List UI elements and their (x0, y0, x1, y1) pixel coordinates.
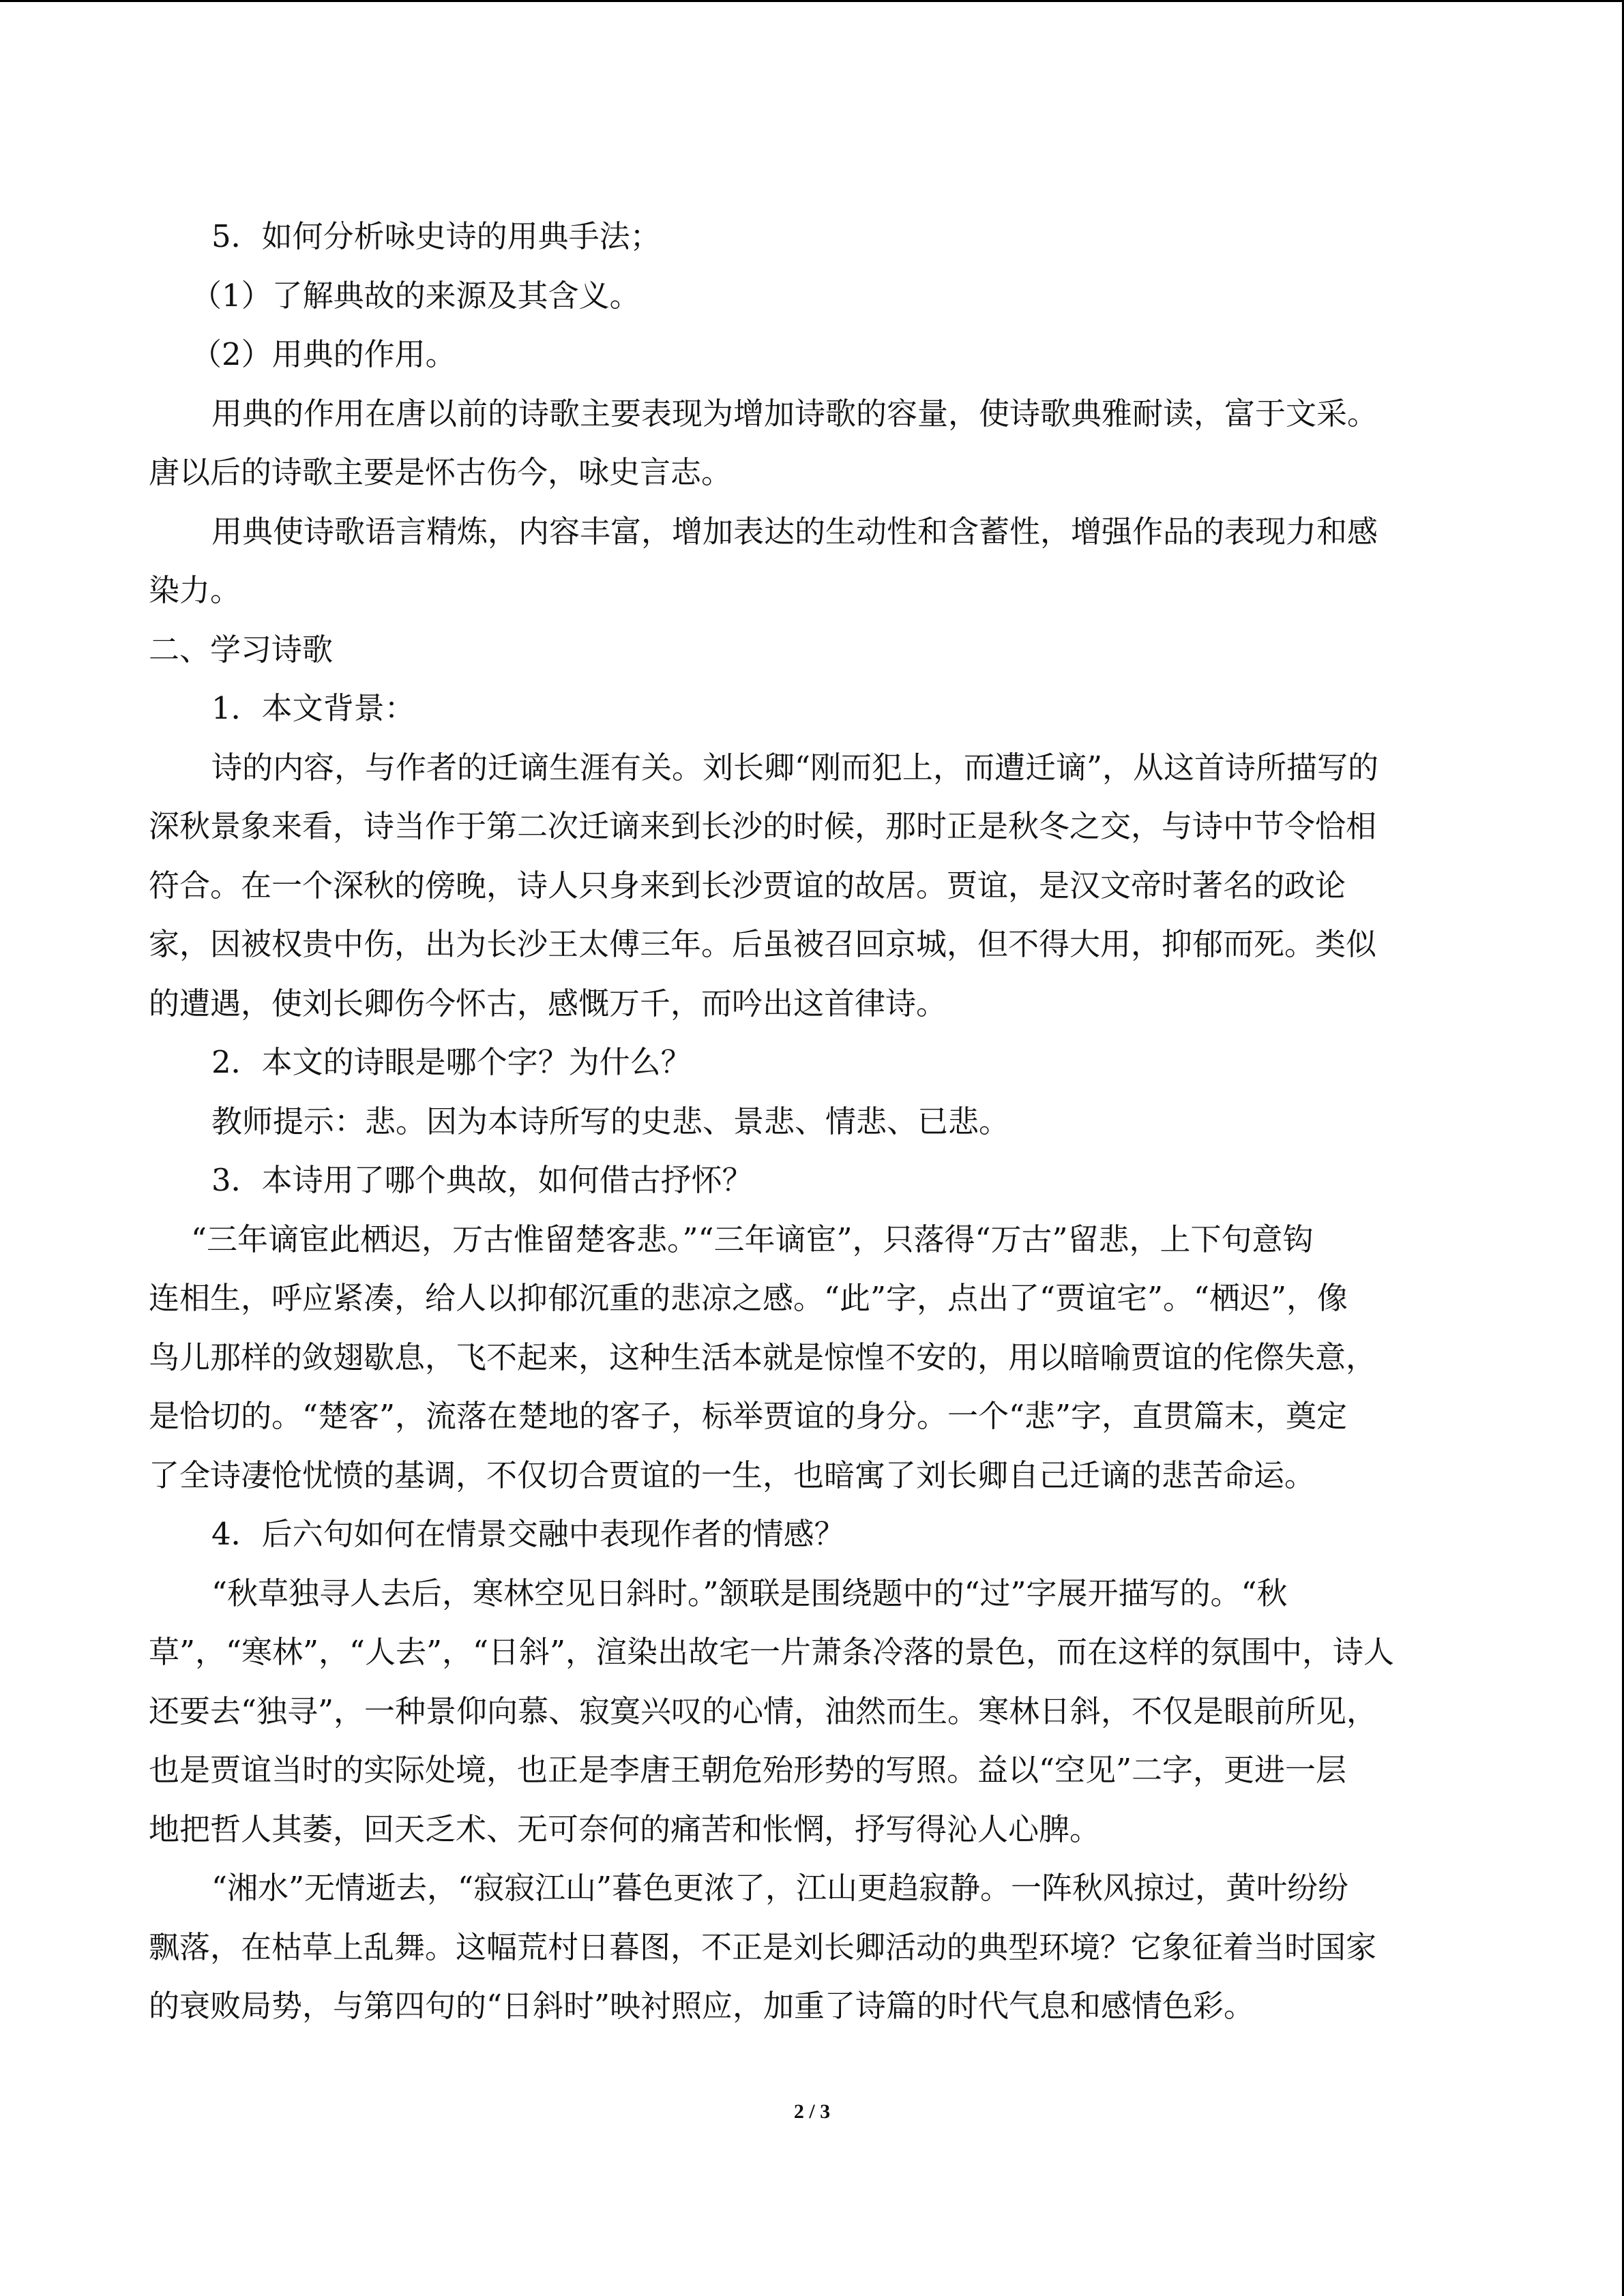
text-line: 地把哲人其萎，回天乏术、无可奈何的痛苦和怅惘，抒写得沁人心脾。 (149, 1810, 1101, 1847)
text-line: 4．后六句如何在情景交融中表现作者的情感？ (211, 1516, 845, 1552)
text-line: 深秋景象来看，诗当作于第二次迁谪来到长沙的时候，那时正是秋冬之交，与诗中节令恰相 (149, 808, 1377, 844)
text-line: 家，因被权贵中伤，出为长沙王太傅三年。后虽被召回京城，但不得大用，抑郁而死。类似 (149, 926, 1377, 962)
text-line: 染力。 (149, 572, 241, 608)
text-line: 2．本文的诗眼是哪个字？为什么？ (211, 1044, 692, 1080)
text-line: 的衰败局势，与第四句的“日斜时”映衬照应，加重了诗篇的时代气息和感情色彩。 (149, 1988, 1255, 2024)
text-line: 鸟儿那样的敛翅歇息，飞不起来，这种生活本就是惊惶不安的，用以暗喻贾谊的侘傺失意， (149, 1339, 1377, 1375)
text-line: 用典使诗歌语言精炼，内容丰富，增加表达的生动性和含蓄性，增强作品的表现力和感 (211, 513, 1378, 550)
document-body (149, 207, 1479, 2036)
text-line: 诗的内容，与作者的迁谪生涯有关。刘长卿“刚而犯上，而遭迁谪”，从这首诗所描写的 (211, 749, 1379, 786)
text-line: （1）了解典故的来源及其含义。 (191, 277, 640, 314)
text-line: 草”，“寒林”，“人去”，“日斜”，渲染出故宅一片萧条冷落的景色，而在这样的氛围中，诗人 (149, 1634, 1395, 1670)
text-line: 也是贾谊当时的实际处境，也正是李唐王朝危殆形势的写照。益以“空见”二字，更进一层 (149, 1752, 1347, 1788)
text-line: 二、学习诗歌 (149, 631, 334, 668)
text-line: “湘水”无情逝去，“寂寂江山”暮色更浓了，江山更趋寂静。一阵秋风掠过，黄叶纷纷 (211, 1870, 1349, 1906)
text-line: 符合。在一个深秋的傍晚，诗人只身来到长沙贾谊的故居。贾谊，是汉文帝时著名的政论 (149, 867, 1346, 904)
text-line: （2）用典的作用。 (191, 336, 456, 372)
text-line: 5．如何分析咏史诗的用典手法； (211, 218, 661, 254)
text-line: 是恰切的。“楚客”，流落在楚地的客子，标举贾谊的身分。一个“悲”字，直贯篇末，奠定 (149, 1398, 1348, 1434)
text-line: 3．本诗用了哪个典故，如何借古抒怀？ (211, 1162, 753, 1198)
text-line: “秋草独寻人去后，寒林空见日斜时。”颔联是围绕题中的“过”字展开描写的。“秋 (211, 1575, 1288, 1611)
text-line: 的遭遇，使刘长卿伤今怀古，感慨万千，而吟出这首律诗。 (149, 985, 947, 1022)
text-line: 1．本文背景： (211, 690, 415, 726)
page-number: 2 / 3 (793, 2100, 831, 2123)
text-line: 还要去“独寻”，一种景仰向慕、寂寞兴叹的心情，油然而生。寒林日斜，不仅是眼前所见， (149, 1693, 1378, 1729)
text-line: 教师提示：悲。因为本诗所写的史悲、景悲、情悲、已悲。 (211, 1103, 1010, 1139)
text-line: “三年谪宦此栖迟，万古惟留楚客悲。”“三年谪宦”，只落得“万古”留悲，上下句意钩 (191, 1221, 1314, 1257)
text-line: 唐以后的诗歌主要是怀古伤今，咏史言志。 (149, 454, 733, 490)
text-line: 了全诗凄怆忧愤的基调，不仅切合贾谊的一生，也暗寓了刘长卿自己迁谪的悲苦命运。 (149, 1457, 1316, 1493)
page-border-top (0, 0, 1624, 2)
text-line: 用典的作用在唐以前的诗歌主要表现为增加诗歌的容量，使诗歌典雅耐读，富于文采。 (211, 395, 1378, 432)
text-line: 连相生，呼应紧凑，给人以抑郁沉重的悲凉之感。“此”字，点出了“贾谊宅”。“栖迟”，像 (149, 1280, 1348, 1316)
text-line: 飘落，在枯草上乱舞。这幅荒村日暮图，不正是刘长卿活动的典型环境？它象征着当时国家 (149, 1928, 1377, 1965)
